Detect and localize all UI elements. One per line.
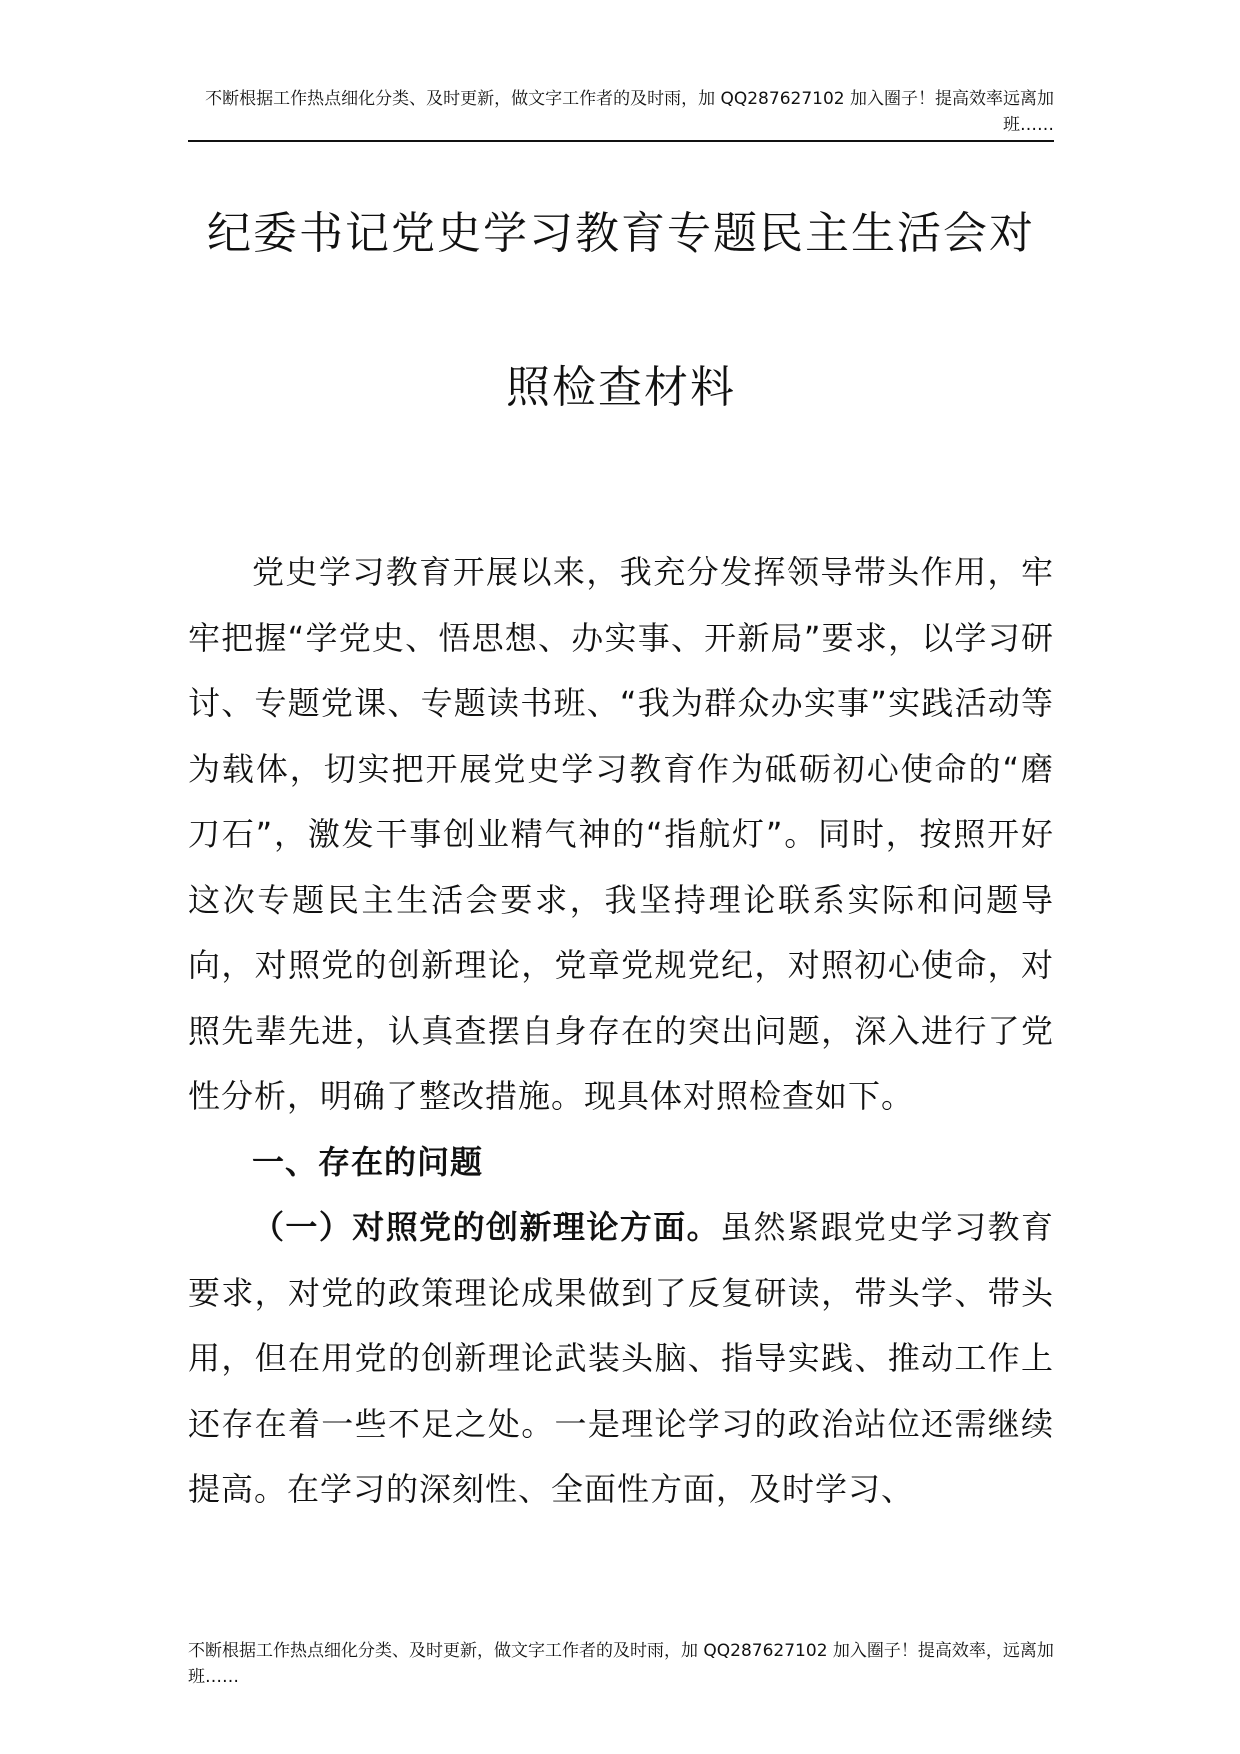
document-body (188, 540, 1054, 1523)
document-title-line-1: 纪委书记党史学习教育专题民主生活会对 (207, 208, 1035, 259)
intro-paragraph: 党史学习教育开展以来，我充分发挥领导带头作用，牢牢把握“学党史、悟思想、办实事、开新局”要求，以学习研讨、专题党课、专题读书班、“我为群众办实事”实践活动等为载体，切实把开展党史学习教育作为砥砺初心使命的“磨刀石”，激发干事创业精气神的“指航灯”。同时，按照开好这次专题民主生活会要求，我坚持理论联系实际和问题导向，对照党的创新理论，党章党规党纪，对照初心使命，对照先辈先进，认真查摆自身存在的突出问题，深入进行了党性分析，明确了整改措施。现具体对照检查如下。 (188, 553, 1054, 1115)
subsection-lead: （一）对照党的创新理论方面。 (252, 1208, 721, 1246)
subsection-paragraph (188, 1195, 1054, 1523)
header-divider (188, 140, 1054, 142)
page-header-notice: 不断根据工作热点细化分类、及时更新，做文字工作者的及时雨，加 QQ287627102 加入圈子！提高效率远离加班…… (205, 89, 1054, 135)
subsection-text: 虽然紧跟党史学习教育要求，对党的政策理论成果做到了反复研读，带头学、带头用，但在用党的创新理论武装头脑、指导实践、推动工作上还存在着一些不足之处。一是理论学习的政治站位还需继续提高。在学习的深刻性、全面性方面，及时学习、 (188, 1208, 1054, 1508)
document-title-line-2: 照检查材料 (506, 362, 736, 413)
page-footer-notice: 不断根据工作热点细化分类、及时更新，做文字工作者的及时雨，加 QQ287627102 加入圈子！提高效率，远离加班…… (188, 1641, 1054, 1687)
section-heading: 一、存在的问题 (252, 1142, 484, 1181)
